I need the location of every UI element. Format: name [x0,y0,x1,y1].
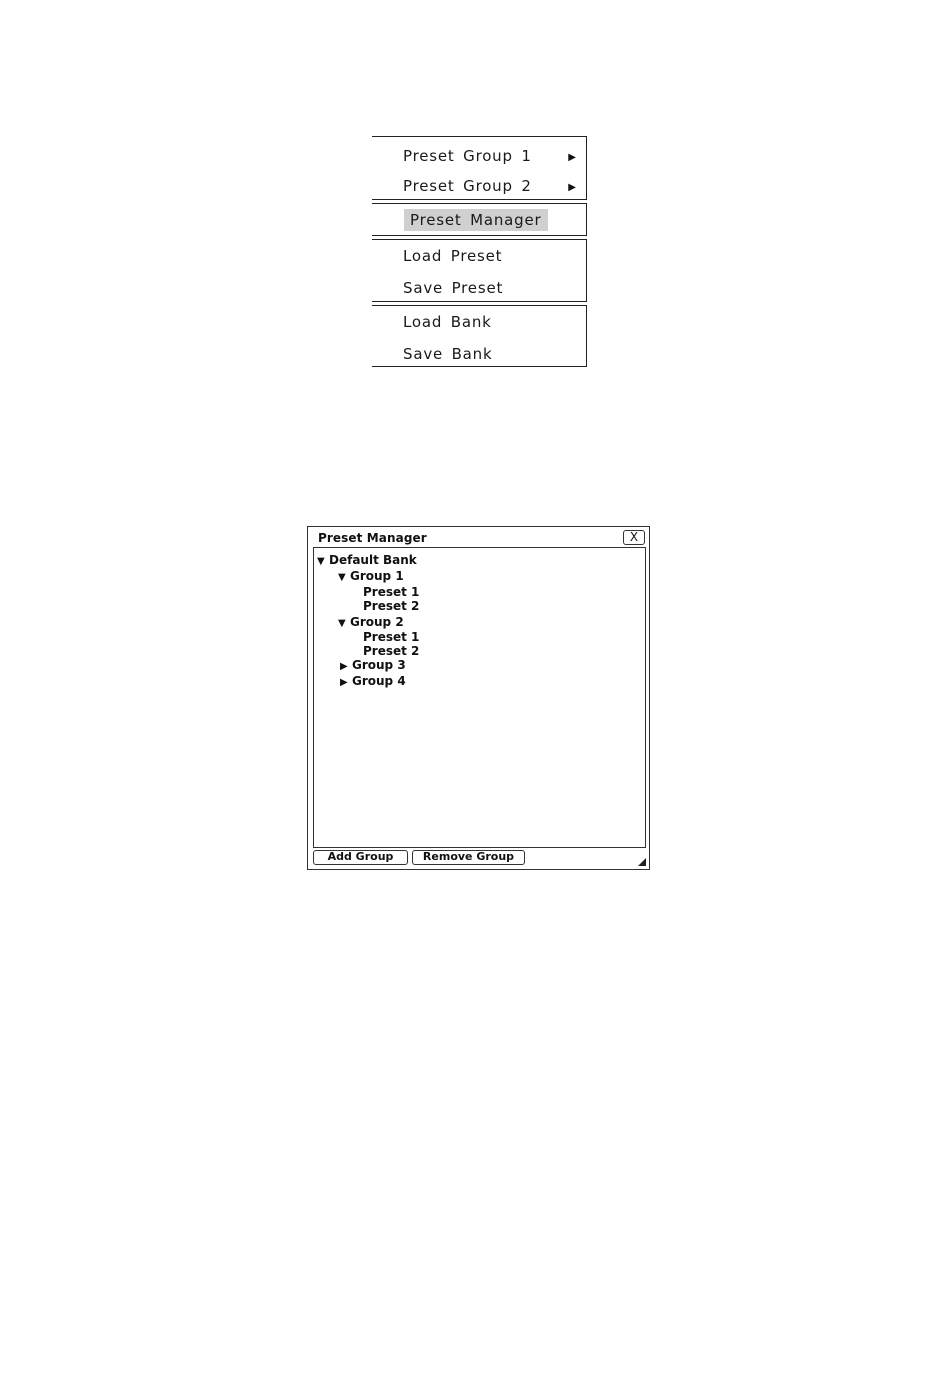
menu-item-label: Load Preset [403,247,503,265]
menu-item-save-bank[interactable] [403,345,492,363]
tree-item-label: Group 4 [352,674,406,688]
remove-group-button[interactable]: Remove Group [412,850,525,865]
menu-item-label: Preset Manager [410,211,542,229]
tree-item-label: Preset 1 [363,585,420,599]
add-group-button[interactable]: Add Group [313,850,408,865]
menu-item-label: Preset Group 1 [403,147,532,165]
tree-item-group-2[interactable] [338,615,404,631]
menu-item-label: Save Preset [403,279,504,297]
collapsed-triangle-icon[interactable]: ▶ [340,677,348,688]
menu-section-presets [372,239,587,302]
tree-item-group-1-preset-1[interactable] [363,585,419,599]
tree-item-default-bank[interactable] [317,553,417,569]
tree-item-label: Group 1 [350,569,404,583]
tree-item-label: Preset 2 [363,599,420,613]
menu-section-manager [372,203,587,236]
expanded-triangle-icon[interactable]: ▼ [338,572,346,583]
collapsed-triangle-icon[interactable]: ▶ [340,661,348,672]
submenu-arrow-icon: ▶ [568,152,576,163]
menu-item-save-preset[interactable] [403,279,503,297]
preset-tree[interactable] [313,547,646,848]
close-icon: X [629,530,639,544]
menu-item-preset-group-1[interactable] [403,147,532,165]
menu-section-groups [372,136,587,200]
menu-item-load-preset[interactable] [403,247,502,265]
tree-item-group-2-preset-2[interactable] [363,644,419,658]
menu-section-banks [372,305,587,367]
window-title: Preset Manager [318,531,427,545]
tree-item-group-1-preset-2[interactable] [363,599,419,613]
submenu-arrow-icon: ▶ [568,182,576,193]
menu-item-label: Load Bank [403,313,492,331]
tree-item-label: Preset 2 [363,644,420,658]
tree-item-group-4[interactable] [340,674,406,690]
menu-item-load-bank[interactable] [403,313,492,331]
resize-grip-icon[interactable] [638,858,646,866]
expanded-triangle-icon[interactable]: ▼ [338,618,346,629]
tree-item-group-3[interactable] [340,658,406,674]
expanded-triangle-icon[interactable]: ▼ [317,556,325,567]
preset-manager-window [307,526,650,870]
menu-item-preset-manager[interactable] [404,209,548,231]
tree-item-label: Preset 1 [363,630,420,644]
tree-item-label: Default Bank [329,553,417,567]
menu-item-preset-group-2[interactable] [403,177,532,195]
tree-item-group-2-preset-1[interactable] [363,630,419,644]
tree-item-label: Group 3 [352,658,406,672]
menu-item-label: Preset Group 2 [403,177,532,195]
tree-item-group-1[interactable] [338,569,404,585]
menu-item-label: Save Bank [403,345,493,363]
close-button[interactable] [623,530,645,545]
tree-item-label: Group 2 [350,615,404,629]
